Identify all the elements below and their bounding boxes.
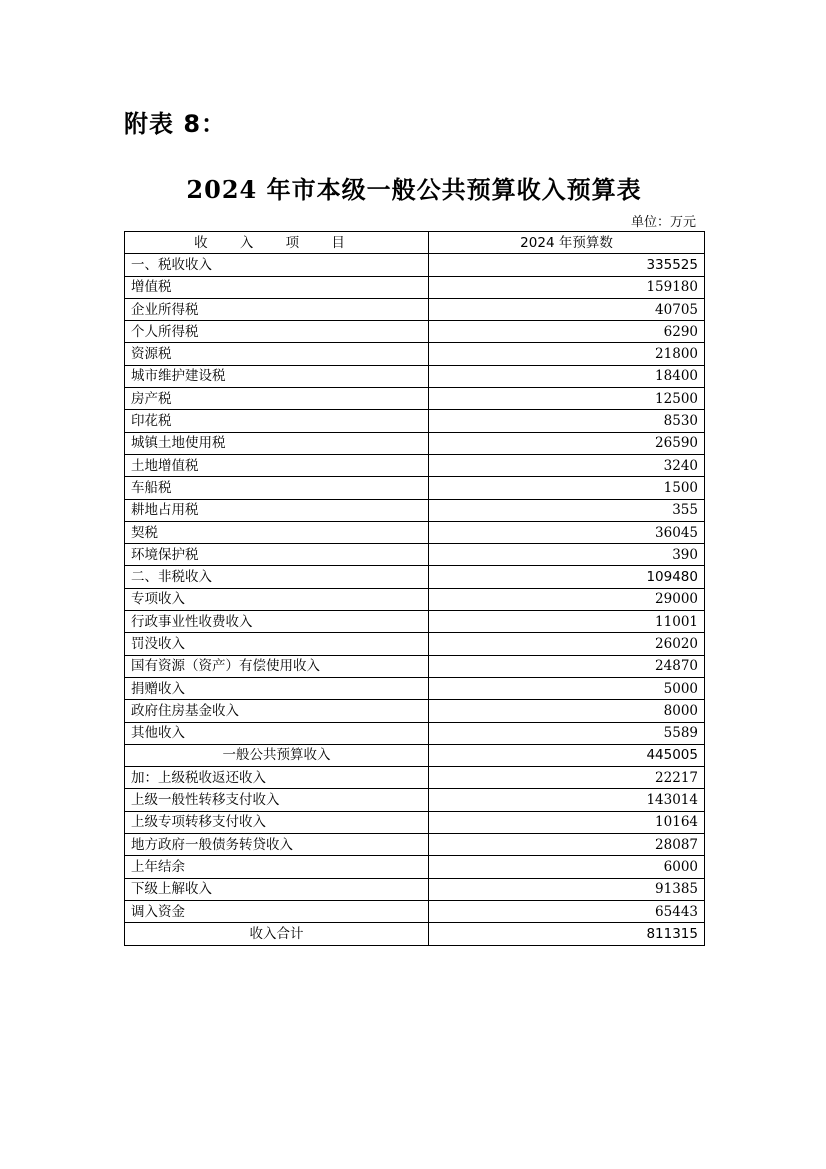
table-row [125, 677, 705, 699]
row-label: 上级一般性转移支付收入 [125, 789, 429, 811]
row-label: 上年结余 [125, 856, 429, 878]
table-row [125, 499, 705, 521]
table-row [125, 432, 705, 454]
row-amount: 18400 [429, 365, 705, 387]
row-label: 二、非税收入 [125, 566, 429, 588]
table-row [125, 388, 705, 410]
table-row [125, 878, 705, 900]
table-row [125, 254, 705, 276]
row-label: 行政事业性收费收入 [125, 611, 429, 633]
table-row [125, 298, 705, 320]
row-amount: 22217 [429, 767, 705, 789]
header-amount: 2024 年预算数 [429, 232, 705, 254]
row-amount: 8530 [429, 410, 705, 432]
row-label: 城市维护建设税 [125, 365, 429, 387]
table-body [125, 254, 705, 945]
row-amount: 335525 [429, 254, 705, 276]
row-amount: 29000 [429, 588, 705, 610]
row-amount: 3240 [429, 454, 705, 476]
attachment-label: 附表 8： [124, 110, 227, 138]
row-amount: 355 [429, 499, 705, 521]
row-amount: 36045 [429, 521, 705, 543]
row-amount: 65443 [429, 900, 705, 922]
row-amount: 91385 [429, 878, 705, 900]
row-amount: 21800 [429, 343, 705, 365]
row-amount: 11001 [429, 611, 705, 633]
table-row [125, 321, 705, 343]
row-label: 城镇土地使用税 [125, 432, 429, 454]
unit-note: 单位：万元 [630, 215, 696, 230]
table-row [125, 767, 705, 789]
header-item: 收 入 项 目 [125, 232, 429, 254]
row-label: 土地增值税 [125, 454, 429, 476]
table-row [125, 566, 705, 588]
row-label: 罚没收入 [125, 633, 429, 655]
table-row [125, 454, 705, 476]
table-row [125, 856, 705, 878]
row-label: 车船税 [125, 477, 429, 499]
row-amount: 6290 [429, 321, 705, 343]
row-label: 上级专项转移支付收入 [125, 811, 429, 833]
row-label: 个人所得税 [125, 321, 429, 343]
row-amount: 40705 [429, 298, 705, 320]
row-amount: 1500 [429, 477, 705, 499]
row-label: 其他收入 [125, 722, 429, 744]
row-label: 印花税 [125, 410, 429, 432]
table-row [125, 923, 705, 945]
row-label: 下级上解收入 [125, 878, 429, 900]
table-row [125, 276, 705, 298]
row-amount: 26590 [429, 432, 705, 454]
row-amount: 28087 [429, 834, 705, 856]
table-row [125, 811, 705, 833]
row-label: 企业所得税 [125, 298, 429, 320]
row-amount: 26020 [429, 633, 705, 655]
row-label: 收入合计 [125, 923, 429, 945]
row-amount: 24870 [429, 655, 705, 677]
table-row [125, 633, 705, 655]
row-amount: 6000 [429, 856, 705, 878]
table-row [125, 477, 705, 499]
row-label: 政府住房基金收入 [125, 700, 429, 722]
table-row [125, 588, 705, 610]
table-row [125, 744, 705, 766]
row-label: 增值税 [125, 276, 429, 298]
row-amount: 811315 [429, 923, 705, 945]
table-row [125, 834, 705, 856]
row-label: 一般公共预算收入 [125, 744, 429, 766]
row-amount: 12500 [429, 388, 705, 410]
row-amount: 159180 [429, 276, 705, 298]
document-title: 2024 年市本级一般公共预算收入预算表 [186, 175, 642, 204]
table-row [125, 611, 705, 633]
row-amount: 445005 [429, 744, 705, 766]
row-label: 捐赠收入 [125, 677, 429, 699]
row-amount: 5589 [429, 722, 705, 744]
row-amount: 10164 [429, 811, 705, 833]
table-header-row [125, 232, 705, 254]
row-label: 调入资金 [125, 900, 429, 922]
row-label: 国有资源（资产）有偿使用收入 [125, 655, 429, 677]
row-amount: 109480 [429, 566, 705, 588]
row-label: 契税 [125, 521, 429, 543]
table-row [125, 900, 705, 922]
budget-table [124, 231, 705, 946]
table-row [125, 789, 705, 811]
row-amount: 143014 [429, 789, 705, 811]
row-label: 耕地占用税 [125, 499, 429, 521]
table-row [125, 343, 705, 365]
table-row [125, 521, 705, 543]
table-row [125, 655, 705, 677]
row-label: 环境保护税 [125, 544, 429, 566]
table-row [125, 410, 705, 432]
row-amount: 390 [429, 544, 705, 566]
table-row [125, 544, 705, 566]
table-row [125, 365, 705, 387]
row-label: 加：上级税收返还收入 [125, 767, 429, 789]
table-row [125, 722, 705, 744]
row-label: 资源税 [125, 343, 429, 365]
row-label: 地方政府一般债务转贷收入 [125, 834, 429, 856]
row-amount: 8000 [429, 700, 705, 722]
row-label: 专项收入 [125, 588, 429, 610]
row-amount: 5000 [429, 677, 705, 699]
row-label: 房产税 [125, 388, 429, 410]
table-row [125, 700, 705, 722]
row-label: 一、税收收入 [125, 254, 429, 276]
